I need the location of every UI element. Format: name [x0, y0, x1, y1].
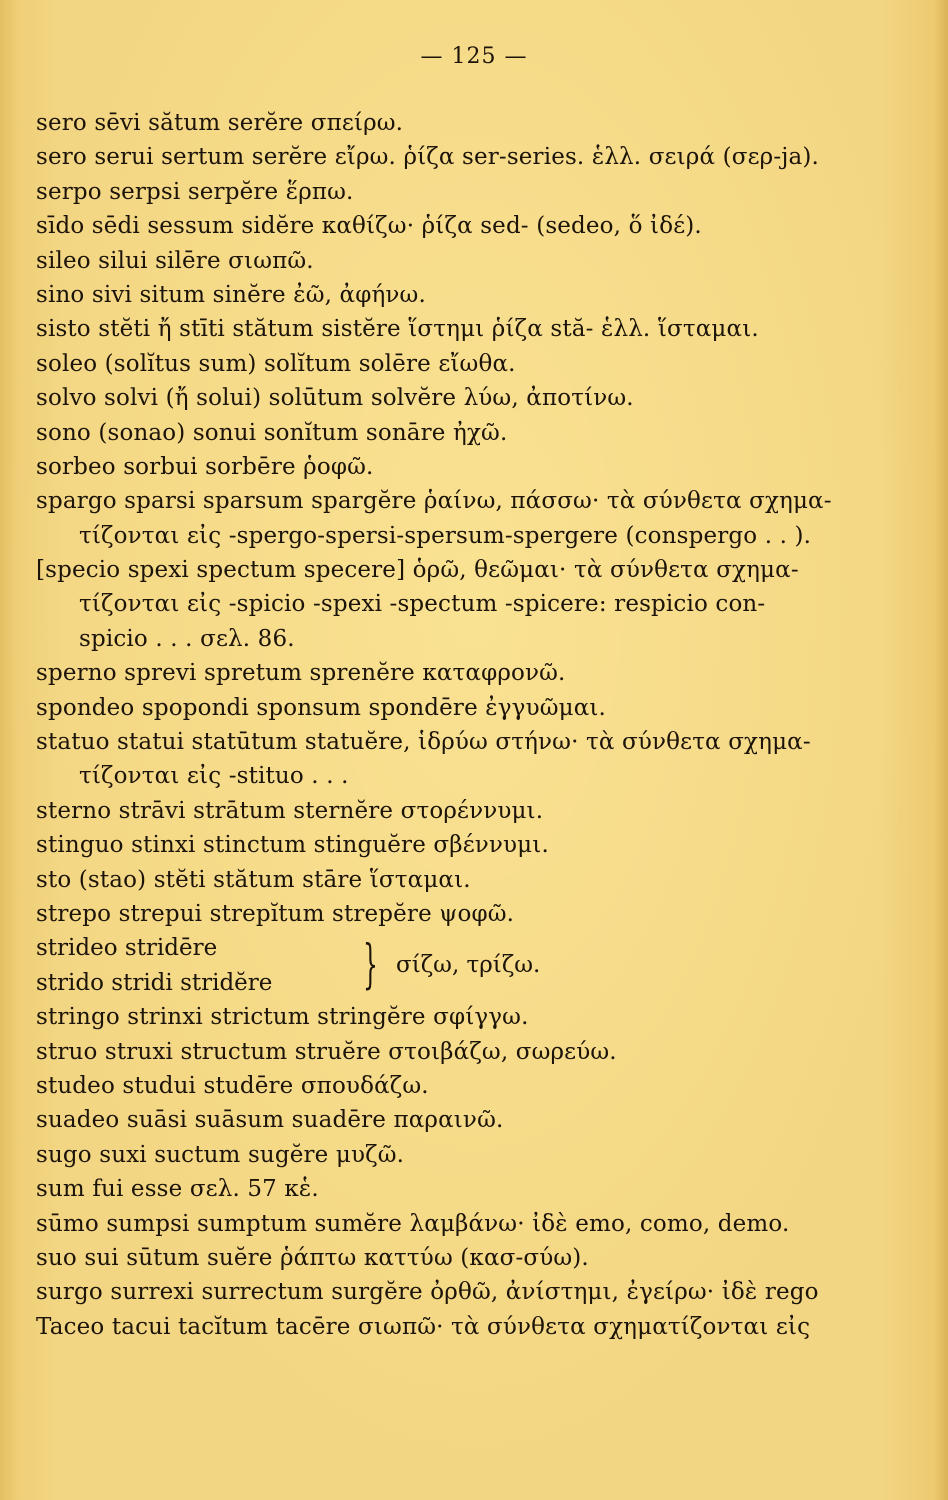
- text-line: suadeo suāsi suāsum suadēre παραινῶ.: [36, 1107, 504, 1134]
- text-line: spargo sparsi sparsum spargĕre ῥαίνω, πάσσω· τὰ σύνθετα σχημα-: [36, 488, 832, 515]
- text-line: Taceo tacui tacĭtum tacēre σιωπῶ· τὰ σύνθετα σχηματίζονται εἰς: [36, 1313, 811, 1340]
- text-line: studeo studui studēre σπουδάζω.: [36, 1072, 429, 1099]
- text-line: sūmo sumpsi sumptum sumĕre λαμβάνω· ἰδὲ emo, como, demo.: [36, 1210, 790, 1237]
- shared-translation: σίζω, τρίζω.: [396, 952, 541, 979]
- text-line: spondeo spopondi sponsum spondēre ἐγγυῶμαι.: [36, 694, 607, 721]
- text-line: sperno sprevi spretum sprenĕre καταφρονῶ.: [36, 660, 566, 687]
- page-number: — 125 —: [420, 44, 528, 69]
- text-line: strideo stridēre: [36, 935, 218, 962]
- text-line: soleo (solĭtus sum) solĭtum solēre εἴωθα.: [36, 350, 516, 377]
- text-line: sero serui sertum serĕre εἴρω. ῥίζα ser-series. ἑλλ. σειρά (σερ-ja).: [36, 144, 819, 171]
- text-line: strido stridi stridĕre: [36, 969, 273, 996]
- text-line: statuo statui statūtum statuĕre, ἱδρύω στήνω· τὰ σύνθετα σχημα-: [36, 729, 811, 756]
- text-line: stinguo stinxi stinctum stinguĕre σβέννυμι.: [36, 832, 549, 859]
- text-line: sto (stao) stĕti stătum stāre ἵσταμαι.: [36, 866, 471, 893]
- text-line: stringo strinxi strictum stringĕre σφίγγω.: [36, 1004, 529, 1031]
- text-line: sero sēvi sătum serĕre σπείρω.: [36, 110, 404, 136]
- text-line: sisto stĕti ἤ stīti stătum sistĕre ἵστημι ῥίζα stă- ἑλλ. ἵσταμαι.: [36, 316, 759, 343]
- text-line: sino sivi situm sinĕre ἐῶ, ἀφήνω.: [36, 281, 426, 308]
- right-brace: }: [363, 935, 378, 996]
- text-body: [36, 106, 916, 1344]
- text-line: serpo serpsi serpĕre ἕρπω.: [36, 178, 354, 205]
- text-line: sono (sonao) sonui sonĭtum sonāre ἠχῶ.: [36, 419, 508, 446]
- text-line: [specio spexi spectum specere] ὁρῶ, θεῶμαι· τὰ σύνθετα σχημα-: [36, 557, 799, 584]
- text-line: solvo solvi (ἤ solui) solūtum solvĕre λύω, ἀποτίνω.: [36, 385, 634, 412]
- text-line: struo struxi structum struĕre στοιβάζω, σωρεύω.: [36, 1038, 617, 1065]
- text-line: sterno strāvi strātum sternĕre στορέννυμι.: [36, 797, 544, 824]
- text-line-continuation: spicio . . . σελ. 86.: [79, 625, 295, 652]
- text-line: sīdo sēdi sessum sidĕre καθίζω· ῥίζα sed- (sedeo, ὅ ἰδέ).: [36, 213, 702, 240]
- text-line: sorbeo sorbui sorbēre ῥοφῶ.: [36, 453, 374, 480]
- text-line: strepo strepui strepĭtum strepĕre ψοφῶ.: [36, 900, 515, 927]
- text-line: suo sui sūtum suĕre ῥάπτω καττύω (κασ-σύω).: [36, 1244, 589, 1271]
- brace-entry-group: [36, 931, 916, 1000]
- text-line: sugo suxi suctum sugĕre μυζῶ.: [36, 1141, 405, 1168]
- text-line-continuation: τίζονται εἰς -spicio -spexi -spectum -spicere: respicio con-: [79, 591, 766, 618]
- text-line: sileo silui silēre σιωπῶ.: [36, 247, 314, 274]
- text-line-continuation: τίζονται εἰς -spergo-spersi-spersum-spergere (conspergo . . ).: [79, 522, 812, 549]
- text-line: sum fui esse σελ. 57 κἑ.: [36, 1176, 319, 1203]
- text-line: surgo surrexi surrectum surgĕre ὀρθῶ, ἀνίστημι, ἐγείρω· ἰδὲ rego: [36, 1279, 819, 1306]
- text-line-continuation: τίζονται εἰς -stituo . . .: [79, 763, 349, 790]
